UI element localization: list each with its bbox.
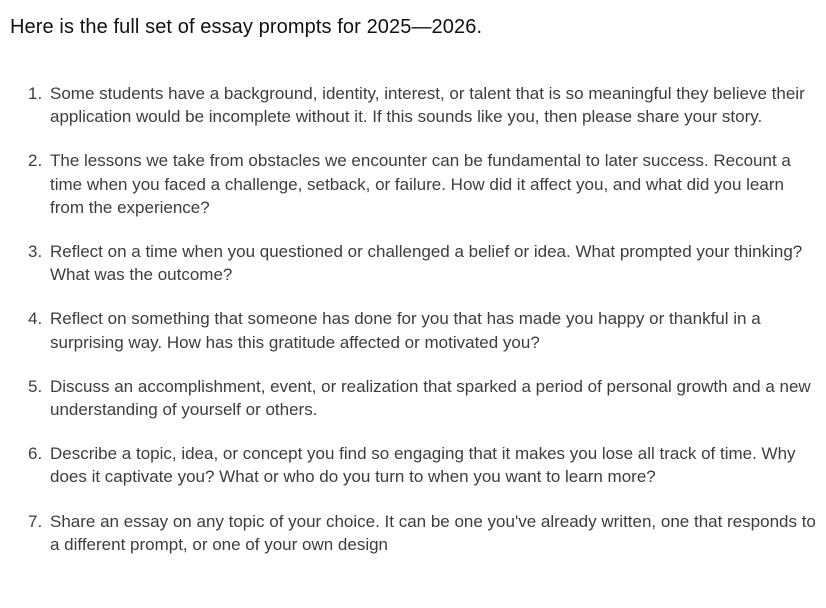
- prompt-item-2: [0, 149, 826, 219]
- prompt-item-6: [0, 442, 826, 488]
- prompt-text: Describe a topic, idea, or concept you find so engaging that it makes you lose all track of time. Why does it captivate you? What or who do you turn to when you want to learn more?: [50, 444, 796, 487]
- prompt-text: Share an essay on any topic of your choice. It can be one you've already written, one that responds to a different prompt, or one of your own design: [50, 511, 816, 554]
- prompt-text: Reflect on a time when you questioned or challenged a belief or idea. What prompted your thinking? What was the outcome?: [50, 242, 803, 285]
- prompt-number: 3.: [28, 242, 43, 262]
- prompt-number: 4.: [28, 309, 43, 329]
- prompt-item-7: [0, 510, 826, 556]
- prompt-number: 1.: [28, 84, 43, 103]
- prompt-number: 6.: [28, 444, 43, 464]
- prompt-text: The lessons we take from obstacles we encounter can be fundamental to later success. Recount a time when you faced a challenge, setback, or failure. How did it affect you, and what did you learn from the experience?: [50, 151, 791, 217]
- prompt-item-1: [0, 82, 826, 128]
- prompt-number: 2.: [28, 151, 43, 171]
- prompt-number: 5.: [28, 376, 43, 396]
- prompt-item-4: [0, 307, 826, 353]
- prompt-text: Reflect on something that someone has done for you that has made you happy or thankful in a surprising way. How has this gratitude affected or motivated you?: [50, 309, 761, 352]
- page-heading: Here is the full set of essay prompts for 2025—2026.: [10, 16, 483, 38]
- essay-prompt-list: [0, 82, 826, 577]
- prompt-number: 7.: [28, 511, 43, 531]
- prompt-item-5: [0, 375, 826, 421]
- prompt-text: Some students have a background, identity, interest, or talent that is so meaningful they believe their application would be incomplete without it. If this sounds like you, then please share your story.: [50, 84, 805, 127]
- prompt-item-3: [0, 240, 826, 286]
- prompt-text: Discuss an accomplishment, event, or realization that sparked a period of personal growth and a new understanding of yourself or others.: [50, 376, 811, 420]
